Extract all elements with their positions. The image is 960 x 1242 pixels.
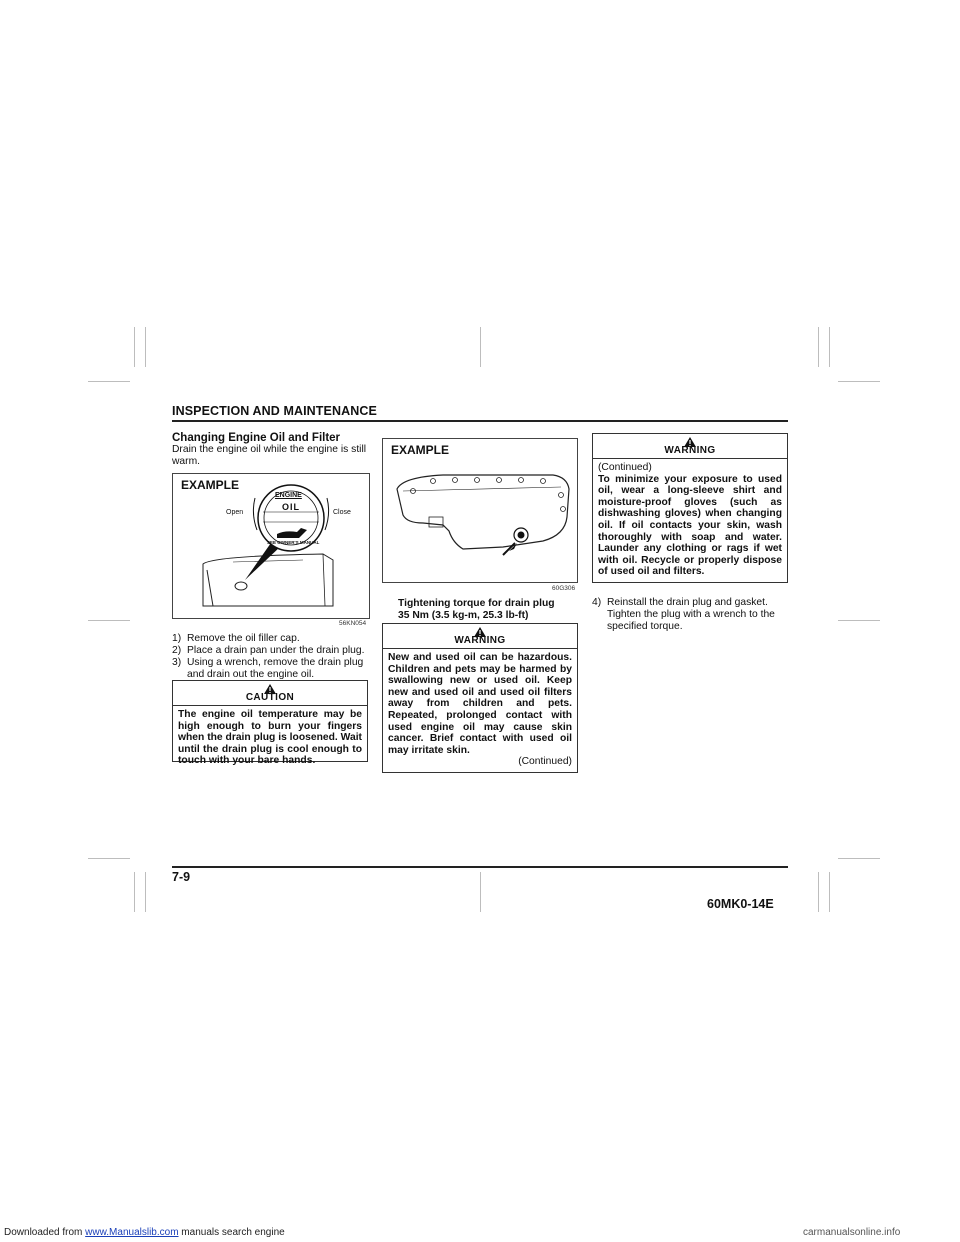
section-title: INSPECTION AND MAINTENANCE — [172, 404, 377, 418]
warning-header — [383, 624, 577, 649]
crop-mark — [829, 327, 830, 367]
oil-cap-figure — [172, 473, 370, 619]
caution-box — [172, 680, 368, 767]
intro-text: Drain the engine oil while the engine is still warm. — [172, 444, 367, 467]
oil-filler-cap-illustration — [173, 474, 369, 618]
download-banner: Downloaded from www.Manualslib.com manuals search engine — [4, 1227, 285, 1238]
list-item: 1) Remove the oil filler cap. — [172, 633, 300, 644]
steps-list — [172, 633, 368, 681]
crop-mark — [838, 858, 880, 859]
continued-label: (Continued) — [598, 462, 652, 473]
cap-text-oil: OIL — [282, 502, 300, 512]
crop-mark — [88, 858, 130, 859]
crop-mark — [145, 872, 146, 912]
list-item: 4) Reinstall the drain plug and gasket. Tighten the plug with a wrench to the specified torque. — [592, 597, 775, 632]
warning-text: New and used oil can be hazardous. Children and pets may be harmed by swallowing new or used oil. Keep new and used oil and used oil filters away from children and pets. Repeated, prolonged contact with used engine oil may cause skin cancer. Brief contact with used oil may irritate skin. (Continued) — [388, 652, 572, 768]
list-item: 3) Using a wrench, remove the drain plug and drain out the engine oil. — [172, 657, 364, 680]
oil-pan-figure — [382, 438, 578, 583]
caution-header — [173, 681, 367, 706]
header-rule — [172, 420, 788, 422]
left-column — [172, 432, 368, 468]
oil-pan-illustration — [383, 439, 577, 582]
section-heading: Changing Engine Oil and Filter — [172, 432, 341, 444]
crop-mark — [829, 872, 830, 912]
warning-header — [593, 434, 787, 459]
warning-box-continued — [592, 433, 788, 583]
warning-text: (Continued) To minimize your exposure to used oil, wear a long-sleeve shirt and moisture-proof gloves (such as dishwashing gloves) when changing oil. If oil contacts your skin, wash thoroughly with soap and water. Launder any clothing or rags if wet with oil. Recycle or properly dispose of used oil and filters. — [598, 462, 782, 578]
crop-mark — [838, 620, 880, 621]
crop-mark — [818, 872, 819, 912]
torque-spec — [398, 598, 578, 622]
figure-label: EXAMPLE — [181, 478, 240, 492]
open-label: Open — [226, 509, 244, 516]
crop-mark — [145, 327, 146, 367]
caution-title: CAUTION — [245, 692, 295, 703]
footer-rule — [172, 866, 788, 868]
figure-code: 56KN054 — [339, 620, 367, 627]
crop-mark — [838, 381, 880, 382]
close-label: Close — [333, 509, 351, 516]
manualslib-link[interactable]: www.Manualslib.com — [85, 1227, 179, 1238]
crop-mark — [480, 872, 481, 912]
crop-mark — [88, 381, 130, 382]
list-item: 2) Place a drain pan under the drain plug. — [172, 645, 365, 656]
crop-mark — [134, 872, 135, 912]
caution-text: The engine oil temperature may be high enough to burn your fingers when the drain plug is loosened. Wait until the drain plug is cool enough to touch with your bare hands. — [178, 709, 362, 767]
crop-mark — [818, 327, 819, 367]
crop-mark — [88, 620, 130, 621]
torque-value: 35 Nm (3.5 kg-m, 25.3 lb-ft) — [398, 610, 529, 621]
watermark: carmanualsonline.info — [803, 1227, 901, 1238]
steps-list-right — [592, 597, 788, 633]
figure-code: 60G306 — [552, 585, 576, 592]
warning-title: WARNING — [454, 635, 506, 646]
document-code: 60MK0-14E — [707, 897, 774, 911]
crop-mark — [134, 327, 135, 367]
torque-label: Tightening torque for drain plug — [398, 598, 555, 609]
continued-label: (Continued) — [518, 756, 572, 768]
warning-title: WARNING — [664, 445, 716, 456]
figure-label: EXAMPLE — [391, 443, 450, 457]
cap-text-engine: ENGINE — [275, 492, 302, 499]
page-number: 7-9 — [172, 870, 191, 884]
crop-mark — [480, 327, 481, 367]
cap-ring-text: SEE OWNER'S MANUAL — [267, 540, 320, 545]
warning-box — [382, 623, 578, 773]
